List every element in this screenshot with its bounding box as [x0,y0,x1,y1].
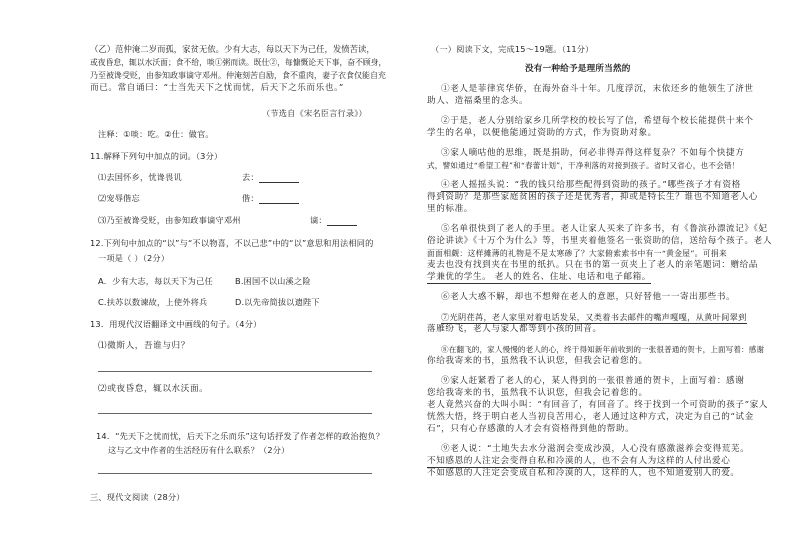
q14-stem-2: 这与乙文中作者的生活经历有什么联系？（2分） [108,445,290,455]
para-11-line-3: 不如感恩的人注定会变成自私和冷漠的人，这样的人，也不知道爱别人的爱。 [427,468,740,478]
para-5-line-3: 面面相觑：这样摊薄的礼物是不是太寒碜了？大家俯索索书中有一“黄金屋”。可捐来 [427,249,728,258]
para-5-line-1: ⑤名单很快到了老人的手里。老人让家人买来了许多书，有《鲁滨孙漂流记》《妃 [441,224,768,234]
q12-option-c: C.扶苏以数谏故，上使外将兵 [98,297,208,307]
passage-line-2: 或夜昏怠，辄以水沃面；食不给，啖①粥而读。既仕②，每慷慨论天下事，奋不顾身， [90,58,387,67]
q13-answer-line-2 [98,413,372,414]
q12-option-b: B.困国不以山溪之险 [235,276,311,286]
para-2-line-2: 学生的名单，以便他能通过资助的方式，作为资助对象。 [427,128,657,138]
para-4-underlined: ④老人摇摇头说：“我的钱只给那些配得到资助的孩子。”哪些孩子才有资格 [441,180,741,190]
para-4-line-1 [441,180,741,192]
passage-notes: 注释：①啖：吃。②仕：做官。 [98,129,214,139]
q13-answer-line-1 [98,371,372,372]
q11-item-2-key: 偕： [242,193,299,204]
q11-stem: 11.解释下列句中加点的词。（3分） [90,151,223,161]
q11-item-1: ⑴去国怀乡，忧谗畏讥 [98,172,182,182]
para-10-line-3: 石”，只有心存感激的人才会有资格得到他的帮助。 [427,424,635,434]
q11-item-3-key: 谪： [310,215,357,226]
para-9-line-1: ⑨家人赶紧看了老人的心，某人得到的一张很普通的贺卡，上面写着：感谢 [441,376,745,386]
para-5-line-4: 麦去也没有找到夹在书里的纸扒。只在书的第一页夹上了老人的亲笔题词：赠给品 [427,260,758,270]
para-4-line-2: 得到资助？是那些家庭贫困的孩子还是优秀者，抑或是特长生？谁也不知道老人心 [427,192,758,202]
q13-item-1: ⑴微斯人，吾谁与归？ [98,341,190,351]
para-5-line-5 [427,272,651,284]
para-6-line-1: ⑥老人大惑不解，却也不想辩在老人的意愿，只好替他一一寄出那些书。 [441,292,736,302]
q11-item-3: ⑶乃至被谗受贬，由参知政事谪守邓州 [98,215,241,225]
para-1-line-1: ①老人是菲律宾华侨，在海外奋斗十年。几度浮沉，末依还乡的他领生了济世 [441,84,754,94]
para-7-line-1 [441,312,747,324]
para-8-line-1: ⑧在翻飞的，家人慢慢的老人的心，终于得知新年前收到的一张很普通的贺卡，上面写着：感谢 [441,345,765,354]
para-11-line-2 [427,456,730,468]
q12-stem: 12.下列句中加点的“以”与“不以物喜，不以己悲”中的“以”意思和用法相同的 [90,238,374,248]
para-8-line-2: 你给我寄来的书，虽然我不认识您，但我会记着您的。 [427,356,648,366]
q11-item-2: ⑵宠辱偕忘 [98,193,140,203]
passage-line-4: 而已。常自诵曰：“士当先天下之忧而忧，后天下之乐而乐也。” [90,83,344,93]
reading-intro: （一）阅读下文，完成15～19题。（11分） [431,44,594,54]
para-9-line-2: 您给我寄来的书，虽然我不认识您，但我会记着您的。 [427,388,648,398]
para-5-line-2: 俗论讲读》《十万个为什么》等，书里夹着他签名一张资助的信，送给每个孩子。老人 [427,236,773,246]
q13-item-2: ⑵或夜昏怠，辄以水沃面。 [98,384,209,394]
article-title: 没有一种给予是理所当然的 [525,64,631,74]
q14-stem: 14．“先天下之忧而忧，后天下之乐而乐”这句话抒发了作者怎样的政治抱负？ [96,431,385,441]
para-5-underlined: 学兼优的学生。 老人的姓名、住址、电话和电子邮箱。 [427,272,651,282]
passage-line-3: 乃至被谗受贬，由参知政事谪守邓州。仲淹刻苦自励，食不重肉，妻子衣食仅能自充 [90,71,386,80]
q13-stem: 13．用现代汉语翻译文中画线的句子。（4分） [90,319,262,329]
para-1-line-2: 助人、造福桑里的念头。 [427,96,529,106]
para-3-line-1: ③家人嘀咕他的思维，既是捐助，何必非得弄得这样复杂？不如每个快捷方 [441,148,745,158]
para-3-line-2: 式，譬如通过“希望工程”和“春蕾计划”，干净利落的对接到孩子。省时又省心，也不会错！ [427,161,740,170]
para-2-line-1: ②于是，老人分别给家乡几所学校的校长写了信，希望每个校长能提供十来个 [441,116,754,126]
para-7-line-2: 落雁纷飞，老人与家人都等到小孩的回音。 [427,324,602,334]
q12-option-d: D.以先帝简拔以遗陛下 [235,297,320,307]
passage-source: （节选自《宋名臣言行录》） [262,108,367,118]
q12-stem-2: 一项是（ ）（2分） [98,253,170,263]
para-11-line-1: ⑨老人说：“土地失去水分滋润会变成沙漠，人心没有感激滋养会变得荒芜。 [441,444,750,454]
para-7-underlined: ⑦光阴荏苒，老人家里对着电话发呆，又类着书去邮件的嘴声嘎嘎，从黄叶间翠到 [441,312,747,322]
section-3-title: 三、现代文阅读（28分） [90,492,185,502]
q12-option-a: A．少有大志，每以天下为己任 [98,276,213,286]
para-10-line-2: 恍然大悟，终于明白老人当初良苦用心，老人通过这种方式，决定为自己的“试金 [427,412,754,422]
q11-item-1-key: 去： [242,172,299,183]
para-10-line-1: 老人竟然兴奋的大叫小叫：“有回音了，有回音了。终于找到一个可资助的孩子”家人 [427,400,768,410]
passage-line-1: （乙）范仲淹二岁而孤，家贫无依。少有大志，每以天下为己任，发愤苦读， [90,44,375,54]
q14-answer-line [98,473,372,474]
para-11-underlined: 不知感恩的人注定会变得自私和冷漠的人，也不会有人为这样的人付出爱心 [427,456,731,466]
para-4-line-3: 里的标准。 [427,204,473,214]
